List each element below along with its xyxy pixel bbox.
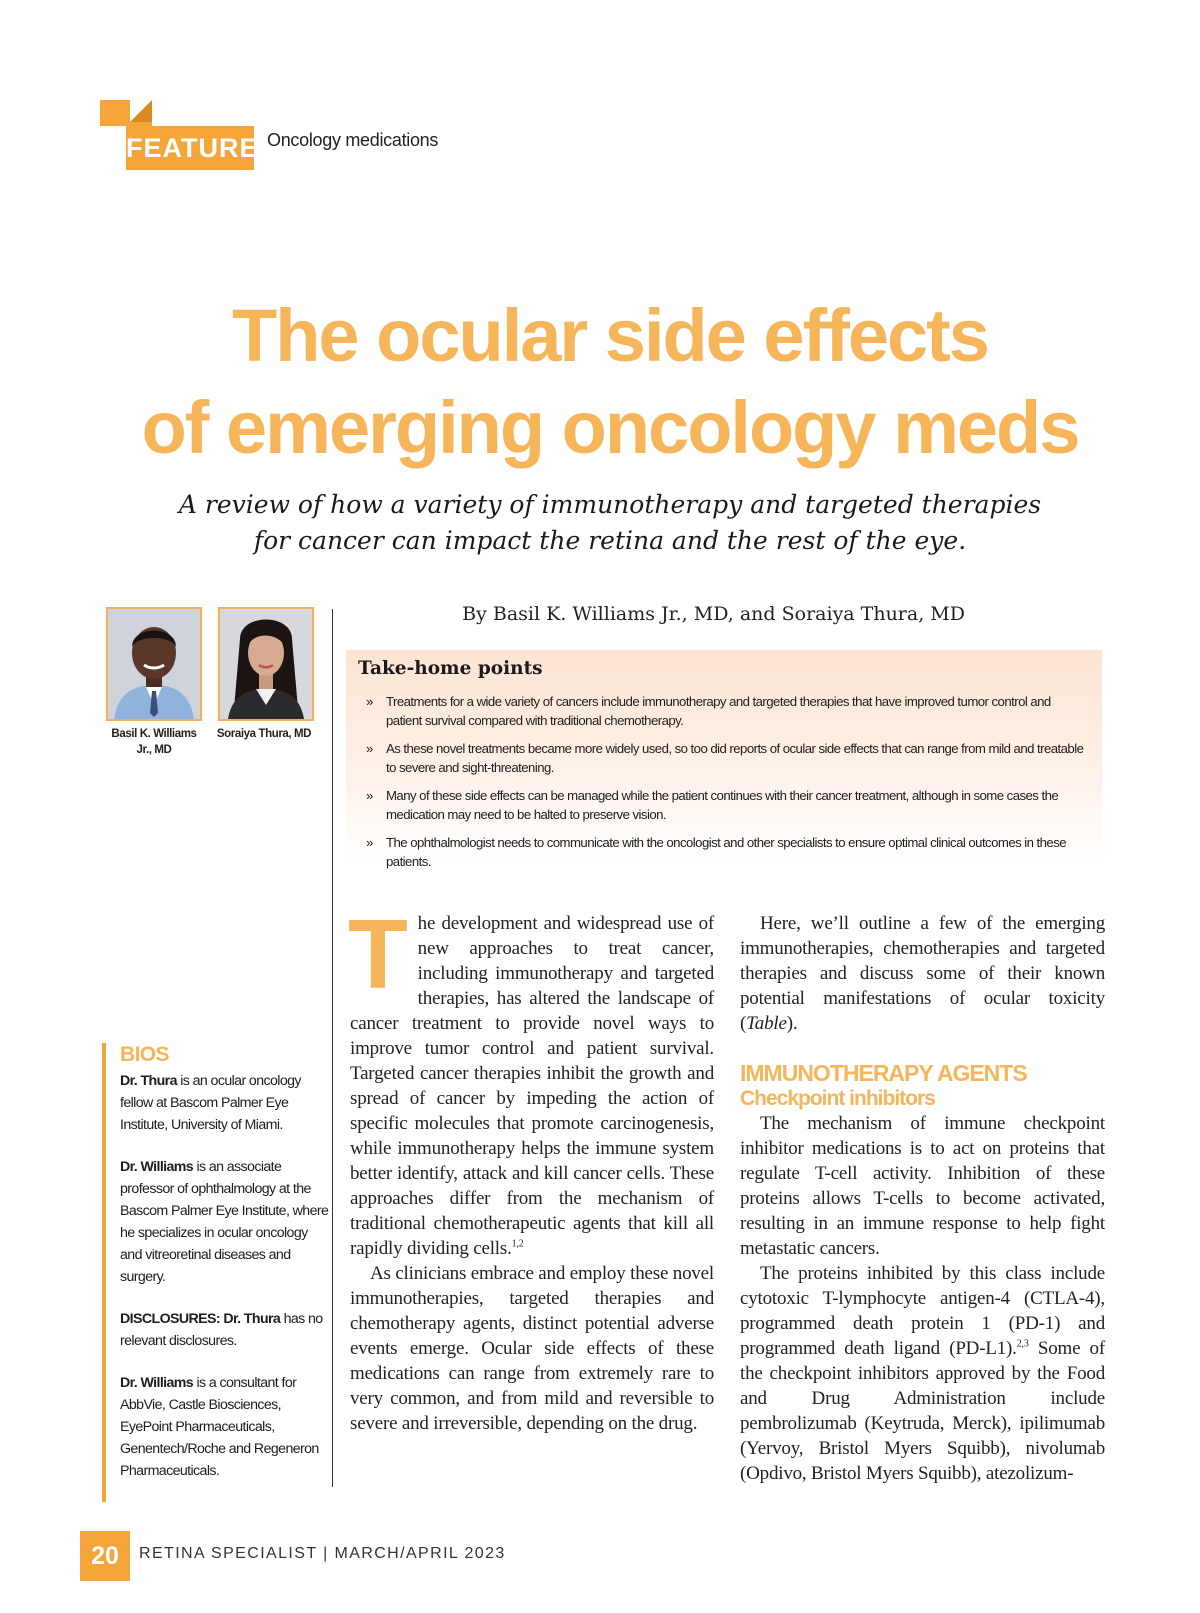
- body-paragraph-2: As clinicians embrace and employ these novel immunotherapies, targeted therapies and chemotherapy agents, distinct potential adverse events emerge. Ocular side effects of these medications can range from extremely rare to very common, and from mild and reversible to severe and irreversible, depending on the drug.: [350, 1263, 714, 1434]
- body-paragraph-4: The mechanism of immune checkpoint inhibitor medications is to act on proteins that regulate T-cell activity. Inhibition of these proteins allows T-cells to become activated, resulting in an immune response to help fight metastatic cancers.: [740, 1113, 1105, 1259]
- byline: By Basil K. Williams Jr., MD, and Soraiya Thura, MD: [462, 603, 965, 625]
- takehome-list: [346, 692, 1086, 880]
- page-number: 20: [80, 1531, 130, 1581]
- author-photo-williams: [106, 607, 202, 721]
- body-paragraph-1: [348, 899, 714, 1261]
- takehome-point: [346, 833, 1086, 871]
- citation-ref: 1,2: [511, 1238, 524, 1250]
- bullet-marker: »: [366, 694, 373, 709]
- bio-name: Dr. Thura: [120, 1073, 177, 1089]
- subtitle-line-2: for cancer can impact the retina and the rest of the eye.: [253, 526, 967, 555]
- feature-tag-fold: [130, 100, 152, 122]
- bio-williams: [120, 1156, 330, 1288]
- takehome-title: Take-home points: [358, 658, 543, 679]
- feature-tag: [100, 100, 259, 170]
- bullet-marker: »: [366, 788, 373, 803]
- disclosure-williams: [120, 1372, 330, 1482]
- bios-sidebar: [102, 1043, 330, 1502]
- bio-thura: [120, 1070, 330, 1136]
- body-paragraph-3: [740, 911, 1105, 1036]
- section-subheading: Checkpoint inhibitors: [740, 1087, 935, 1110]
- disclosure-thura: [120, 1308, 330, 1352]
- caption-thura: Soraiya Thura, MD: [216, 728, 312, 740]
- takehome-point: [346, 739, 1086, 777]
- section-heading: IMMUNOTHERAPY AGENTS: [740, 1060, 1027, 1086]
- body-paragraph-5-end: Some of the checkpoint inhibitors approved by the Food and Drug Administration include pembrolizumab (Keytruda, Merck), ipilimumab (Yervoy, Bristol Myers Squibb), nivolumab (Opdivo, Bristol Myers Squibb), atezolizum-: [740, 1338, 1105, 1484]
- body-column-left: [348, 899, 714, 1436]
- body-paragraph-5: [740, 1261, 1105, 1486]
- bio-name: Dr. Williams: [120, 1159, 194, 1175]
- takehome-point: [346, 786, 1086, 824]
- disclosure-label: DISCLOSURES: Dr. Thura: [120, 1311, 281, 1327]
- article-subtitle: [60, 487, 1160, 559]
- takehome-point-text: Treatments for a wide variety of cancers include immunotherapy and targeted therapies that have improved tumor control and patient survival compared with traditional chemotherapy.: [386, 694, 1051, 728]
- body-paragraph-5-text: The proteins inhibited by this class include cytotoxic T-lymphocyte antigen-4 (CTLA-4), programmed death protein 1 (PD-1) and programmed death ligand (PD-L1).: [740, 1263, 1105, 1359]
- takehome-point-text: Many of these side effects can be managed while the patient continues with their cancer treatment, although in some cases the medication may need to be halted to preserve vision.: [386, 788, 1059, 822]
- takehome-point-text: As these novel treatments became more widely used, so too did reports of ocular side effects that can range from mild and treatable to severe and sight-threatening.: [386, 741, 1084, 775]
- bullet-marker: »: [366, 741, 373, 756]
- bio-text: is an associate professor of ophthalmology at the Bascom Palmer Eye Institute, where he specializes in ocular oncology and vitreoretinal diseases and surgery.: [120, 1159, 329, 1285]
- bio-text: is an ocular oncology fellow at Bascom Palmer Eye Institute, University of Miami.: [120, 1073, 301, 1133]
- title-line-1: The ocular side effects: [232, 294, 988, 377]
- section-label: Oncology medications: [267, 130, 439, 150]
- citation-ref: 2,3: [1016, 1338, 1029, 1350]
- body-paragraph-3-end: ).: [786, 1013, 798, 1034]
- takehome-point: [346, 692, 1086, 730]
- bullet-marker: »: [366, 835, 373, 850]
- table-reference: Table: [746, 1013, 787, 1034]
- portrait-williams-image: [108, 609, 200, 719]
- body-paragraph-3-start: Here, we’ll outline a few of the emerging immunotherapies, chemotherapies and targeted therapies and discuss some of their known potential manifestations of ocular toxicity (: [740, 913, 1105, 1034]
- takehome-point-text: The ophthalmologist needs to communicate with the oncologist and other specialists to ensure optimal clinical outcomes in these patients.: [386, 835, 1067, 869]
- bios-title: BIOS: [120, 1043, 169, 1066]
- footer-publication: RETINA SPECIALIST | MARCH/APRIL 2023: [139, 1545, 506, 1562]
- takehome-box: [346, 650, 1102, 868]
- article-title: [60, 290, 1160, 474]
- body-column-right: [740, 911, 1105, 1486]
- disclosure-text: has no relevant disclosures.: [120, 1311, 323, 1349]
- feature-label: FEATURE: [126, 126, 254, 170]
- column-divider: [332, 609, 333, 1487]
- disclosure-name: Dr. Williams: [120, 1375, 194, 1391]
- body-paragraph-1-text: he development and widespread use of new approaches to treat cancer, including immunotherapy and targeted therapies, has altered the landscape of cancer treatment to provide novel ways to improve tumor control and patient survival. Targeted cancer therapies inhibit the growth and spread of cancer by impeding the action of specific molecules that promote carcinogenesis, while immunotherapy helps the immune system better identify, attack and kill cancer cells. These approaches differ from the mechanism of traditional chemotherapeutic agents that kill all rapidly dividing cells.: [350, 913, 714, 1259]
- caption-williams: Basil K. Williams Jr., MD: [111, 728, 197, 756]
- disclosure-text: is a consultant for AbbVie, Castle Biosciences, EyePoint Pharmaceuticals, Genentech/Roche and Regeneron Pharmaceuticals.: [120, 1375, 319, 1479]
- portrait-thura-image: [220, 609, 312, 719]
- title-line-2: of emerging oncology meds: [141, 386, 1079, 469]
- subtitle-line-1: A review of how a variety of immunotherapy and targeted therapies: [178, 490, 1042, 519]
- drop-cap: T: [348, 899, 408, 1009]
- author-photo-thura: [218, 607, 314, 721]
